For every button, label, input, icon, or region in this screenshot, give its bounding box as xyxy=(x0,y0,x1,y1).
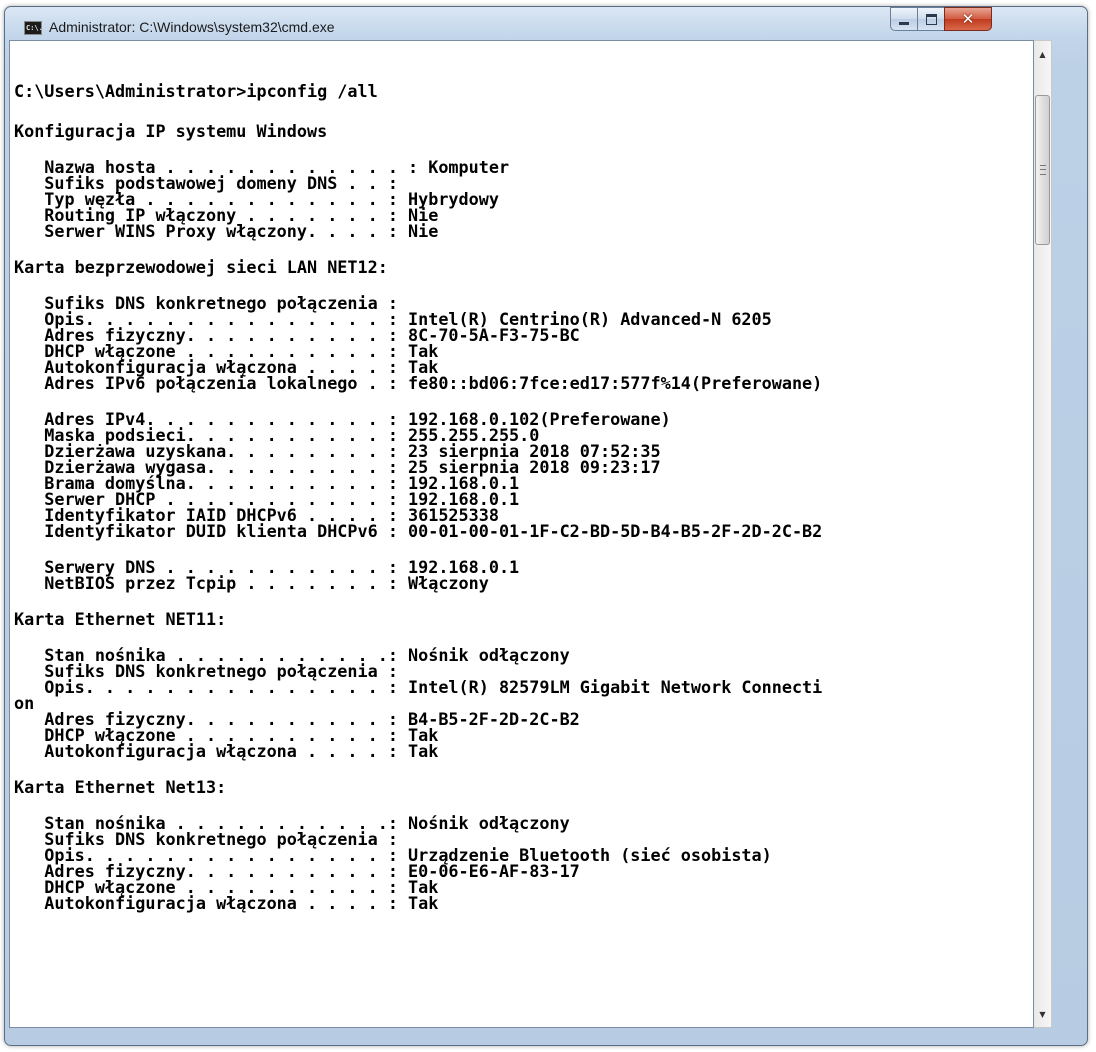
console-line: Karta Ethernet NET11: xyxy=(14,609,227,629)
console-line: Sufiks podstawowej domeny DNS . . : xyxy=(14,173,398,193)
vertical-scrollbar[interactable] xyxy=(1034,40,1052,1028)
console-line: Identyfikator DUID klienta DHCPv6 : 00-01-00-01-1F-C2-BD-5D-B4-B5-2F-2D-2C-B2 xyxy=(14,521,823,541)
console-line: Sufiks DNS konkretnego połączenia : xyxy=(14,829,398,849)
console-line: Adres fizyczny. . . . . . . . . . : E0-06-E6-AF-83-17 xyxy=(14,861,580,881)
console-line: Adres fizyczny. . . . . . . . . . : B4-B5-2F-2D-2C-B2 xyxy=(14,709,580,729)
console-line: Autokonfiguracja włączona . . . . : Tak xyxy=(14,741,439,761)
console-line: Stan nośnika . . . . . . . . . . .: Nośnik odłączony xyxy=(14,813,570,833)
command-prompt-icon[interactable]: C:\. xyxy=(24,21,42,35)
console-line: Sufiks DNS konkretnego połączenia : xyxy=(14,293,398,313)
console-line: Adres IPv6 połączenia lokalnego . : fe80::bd06:7fce:ed17:577f%14(Preferowane) xyxy=(14,373,823,393)
console-line: Identyfikator IAID DHCPv6 . . . . : 361525338 xyxy=(14,505,499,525)
console-line: Routing IP włączony . . . . . . . : Nie xyxy=(14,205,439,225)
console-line: DHCP włączone . . . . . . . . . . : Tak xyxy=(14,877,439,897)
console-line: Opis. . . . . . . . . . . . . . . : Urządzenie Bluetooth (sieć osobista) xyxy=(14,845,772,865)
console-line: Adres IPv4. . . . . . . . . . . . : 192.168.0.102(Preferowane) xyxy=(14,409,671,429)
console-line: Sufiks DNS konkretnego połączenia : xyxy=(14,661,398,681)
console-line: Dzierżawa uzyskana. . . . . . . . : 23 sierpnia 2018 07:52:35 xyxy=(14,441,661,461)
minimize-icon xyxy=(899,22,909,25)
minimize-button[interactable] xyxy=(890,7,918,31)
scrollbar-thumb[interactable] xyxy=(1035,95,1050,245)
console-line: on xyxy=(14,693,35,713)
console-line: Maska podsieci. . . . . . . . . . : 255.255.255.0 xyxy=(14,425,540,445)
console-line: Opis. . . . . . . . . . . . . . . : Intel(R) Centrino(R) Advanced-N 6205 xyxy=(14,309,772,329)
console-line: Karta bezprzewodowej sieci LAN NET12: xyxy=(14,257,388,277)
console-line: Serwer WINS Proxy włączony. . . . : Nie xyxy=(14,221,439,241)
console-line: DHCP włączone . . . . . . . . . . : Tak xyxy=(14,725,439,745)
close-icon: ✕ xyxy=(961,9,975,28)
console-line: Serwery DNS . . . . . . . . . . . : 192.168.0.1 xyxy=(14,557,520,577)
console-line: Brama domyślna. . . . . . . . . . : 192.168.0.1 xyxy=(14,473,520,493)
scrollbar-grip-icon xyxy=(1040,165,1046,175)
maximize-button[interactable] xyxy=(917,7,945,31)
scroll-down-arrow-icon[interactable]: ▼ xyxy=(1039,1009,1046,1019)
console-line: Karta Ethernet Net13: xyxy=(14,777,227,797)
console-line: DHCP włączone . . . . . . . . . . : Tak xyxy=(14,341,439,361)
console-line: Typ węzła . . . . . . . . . . . . : Hybrydowy xyxy=(14,189,499,209)
console-line: Stan nośnika . . . . . . . . . . .: Nośnik odłączony xyxy=(14,645,570,665)
console-line: Nazwa hosta . . . . . . . . . . . . : Komputer xyxy=(14,157,510,177)
window-title: Administrator: C:\Windows\system32\cmd.exe xyxy=(49,19,335,35)
console-output[interactable] xyxy=(9,40,1034,1028)
console-line: Adres fizyczny. . . . . . . . . . : 8C-70-5A-F3-75-BC xyxy=(14,325,580,345)
window-bottom-border xyxy=(9,1028,1052,1035)
scroll-up-arrow-icon[interactable]: ▲ xyxy=(1039,49,1046,59)
console-line: Konfiguracja IP systemu Windows xyxy=(14,121,328,141)
console-line: NetBIOS przez Tcpip . . . . . . . : Włączony xyxy=(14,573,489,593)
close-button[interactable] xyxy=(944,7,992,31)
maximize-icon xyxy=(926,14,937,25)
console-line: Opis. . . . . . . . . . . . . . . : Intel(R) 82579LM Gigabit Network Connecti xyxy=(14,677,823,697)
console-line: C:\Users\Administrator>ipconfig /all xyxy=(14,81,378,101)
console-line: Dzierżawa wygasa. . . . . . . . . : 25 sierpnia 2018 09:23:17 xyxy=(14,457,661,477)
console-line: Autokonfiguracja włączona . . . . : Tak xyxy=(14,893,439,913)
console-line: Autokonfiguracja włączona . . . . : Tak xyxy=(14,357,439,377)
console-line: Serwer DHCP . . . . . . . . . . . : 192.168.0.1 xyxy=(14,489,520,509)
